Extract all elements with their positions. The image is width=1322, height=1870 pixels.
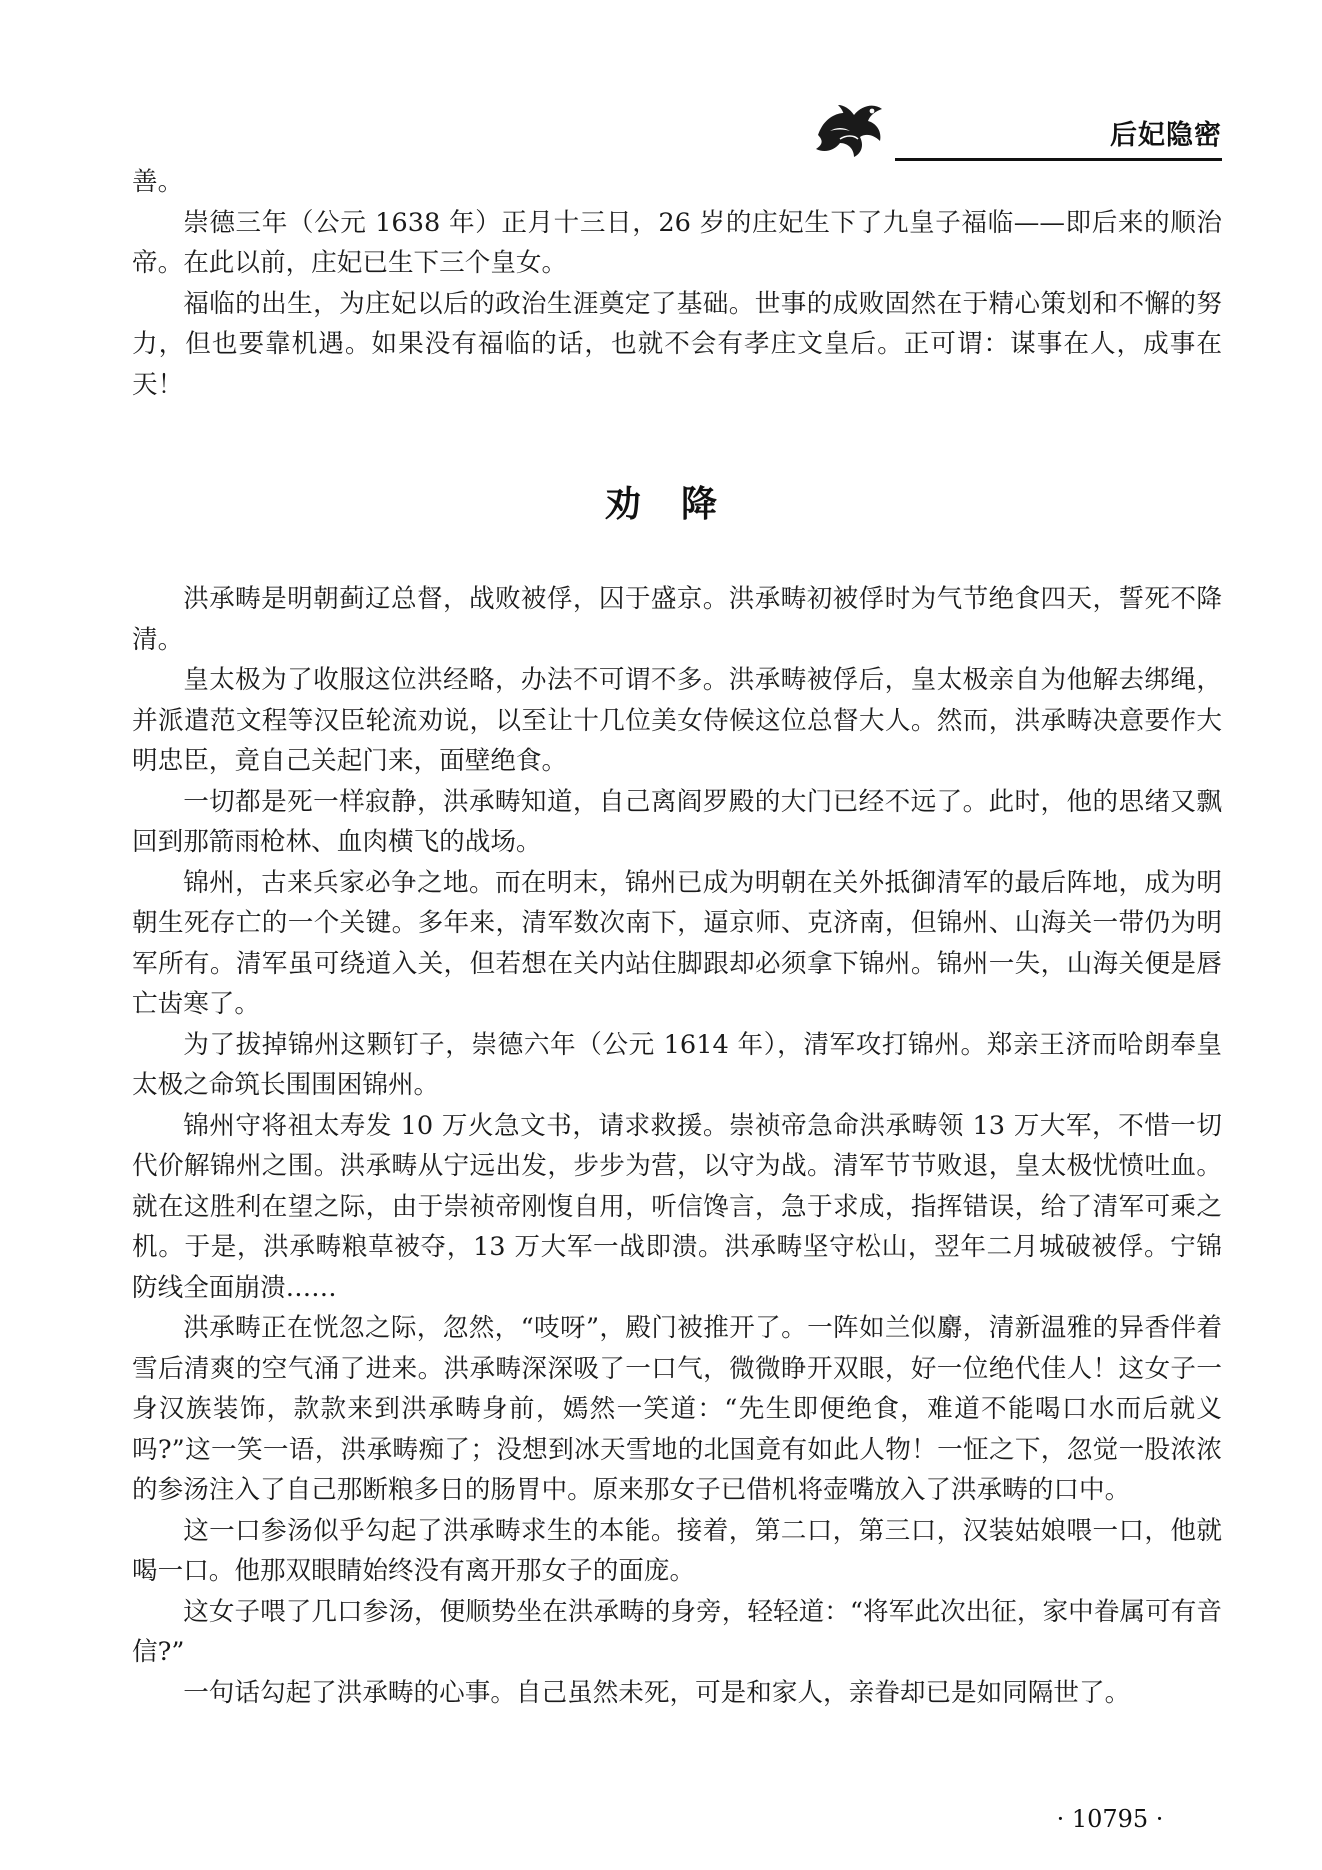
page-number: · 10795 · (1056, 1805, 1164, 1833)
intro-text (132, 162, 1222, 405)
section-text (132, 579, 1222, 1713)
paragraph: 皇太极为了收服这位洪经略，办法不可谓不多。洪承畴被俘后，皇太极亲自为他解去绑绳，并派遣范文程等汉臣轮流劝说，以至让十几位美女侍候这位总督大人。然而，洪承畴决意要作大明忠臣，竟自己关起门来，面壁绝食。 (132, 665, 1222, 776)
header-title: 后妃隐密 (1110, 120, 1222, 151)
paragraph: 为了拔掉锦州这颗钉子，崇德六年（公元 1614 年），清军攻打锦州。郑亲王济而哈朗奉皇太极之命筑长围围困锦州。 (132, 1029, 1222, 1100)
paragraph: 崇德三年（公元 1638 年）正月十三日，26 岁的庄妃生下了九皇子福临——即后来的顺治帝。在此以前，庄妃已生下三个皇女。 (132, 207, 1222, 278)
paragraph: 洪承畴正在恍忽之际，忽然，“吱呀”，殿门被推开了。一阵如兰似麝，清新温雅的异香伴着雪后清爽的空气涌了进来。洪承畴深深吸了一口气，微微睁开双眼，好一位绝代佳人！这女子一身汉族装饰，款款来到洪承畴身前，嫣然一笑道：“先生即便绝食，难道不能喝口水而后就义吗?”这一笑一语，洪承畴痴了；没想到冰天雪地的北国竟有如此人物！一怔之下，忽觉一股浓浓的参汤注入了自己那断粮多日的肠胃中。原来那女子已借机将壶嘴放入了洪承畴的口中。 (132, 1313, 1222, 1505)
header-rule (895, 158, 1222, 161)
paragraph: 锦州，古来兵家必争之地。而在明末，锦州已成为明朝在关外抵御清军的最后阵地，成为明朝生死存亡的一个关键。多年来，清军数次南下，逼京师、克济南，但锦州、山海关一带仍为明军所有。清军虽可绕道入关，但若想在关内站住脚跟却必须拿下锦州。锦州一失，山海关便是唇亡齿寒了。 (132, 867, 1222, 1019)
paragraph: 一句话勾起了洪承畴的心事。自己虽然未死，可是和家人，亲眷却已是如同隔世了。 (183, 1677, 1131, 1708)
paragraph: 福临的出生，为庄妃以后的政治生涯奠定了基础。世事的成败固然在于精心策划和不懈的努力，但也要靠机遇。如果没有福临的话，也就不会有孝庄文皇后。正可谓：谋事在人，成事在天！ (132, 288, 1222, 400)
paragraph: 锦州守将祖太寿发 10 万火急文书，请求救援。崇祯帝急命洪承畴领 13 万大军，不惜一切代价解锦州之围。洪承畴从宁远出发，步步为营，以守为战。清军节节败退，皇太极忧愤吐血。就在这胜利在望之际，由于崇祯帝刚愎自用，听信馋言，急于求成，指挥错误，给了清军可乘之机。于是，洪承畴粮草被夺，13 万大军一战即溃。洪承畴坚守松山，翌年二月城破被俘。宁锦防线全面崩溃…… (132, 1110, 1222, 1303)
running-header (800, 95, 1222, 165)
paragraph: 一切都是死一样寂静，洪承畴知道，自己离阎罗殿的大门已经不远了。此时，他的思绪又飘回到那箭雨枪林、血肉横飞的战场。 (132, 786, 1222, 857)
paragraph: 洪承畴是明朝蓟辽总督，战败被俘，囚于盛京。洪承畴初被俘时为气节绝食四天，誓死不降清。 (132, 584, 1222, 655)
section-title: 劝降 (604, 484, 757, 525)
paragraph: 这女子喂了几口参汤，便顺势坐在洪承畴的身旁，轻轻道：“将军此次出征，家中眷属可有音信?” (132, 1596, 1222, 1667)
dragon-icon (810, 95, 890, 161)
paragraph: 善。 (132, 167, 184, 197)
paragraph: 这一口参汤似乎勾起了洪承畴求生的本能。接着，第二口，第三口，汉装姑娘喂一口，他就喝一口。他那双眼睛始终没有离开那女子的面庞。 (132, 1515, 1222, 1586)
